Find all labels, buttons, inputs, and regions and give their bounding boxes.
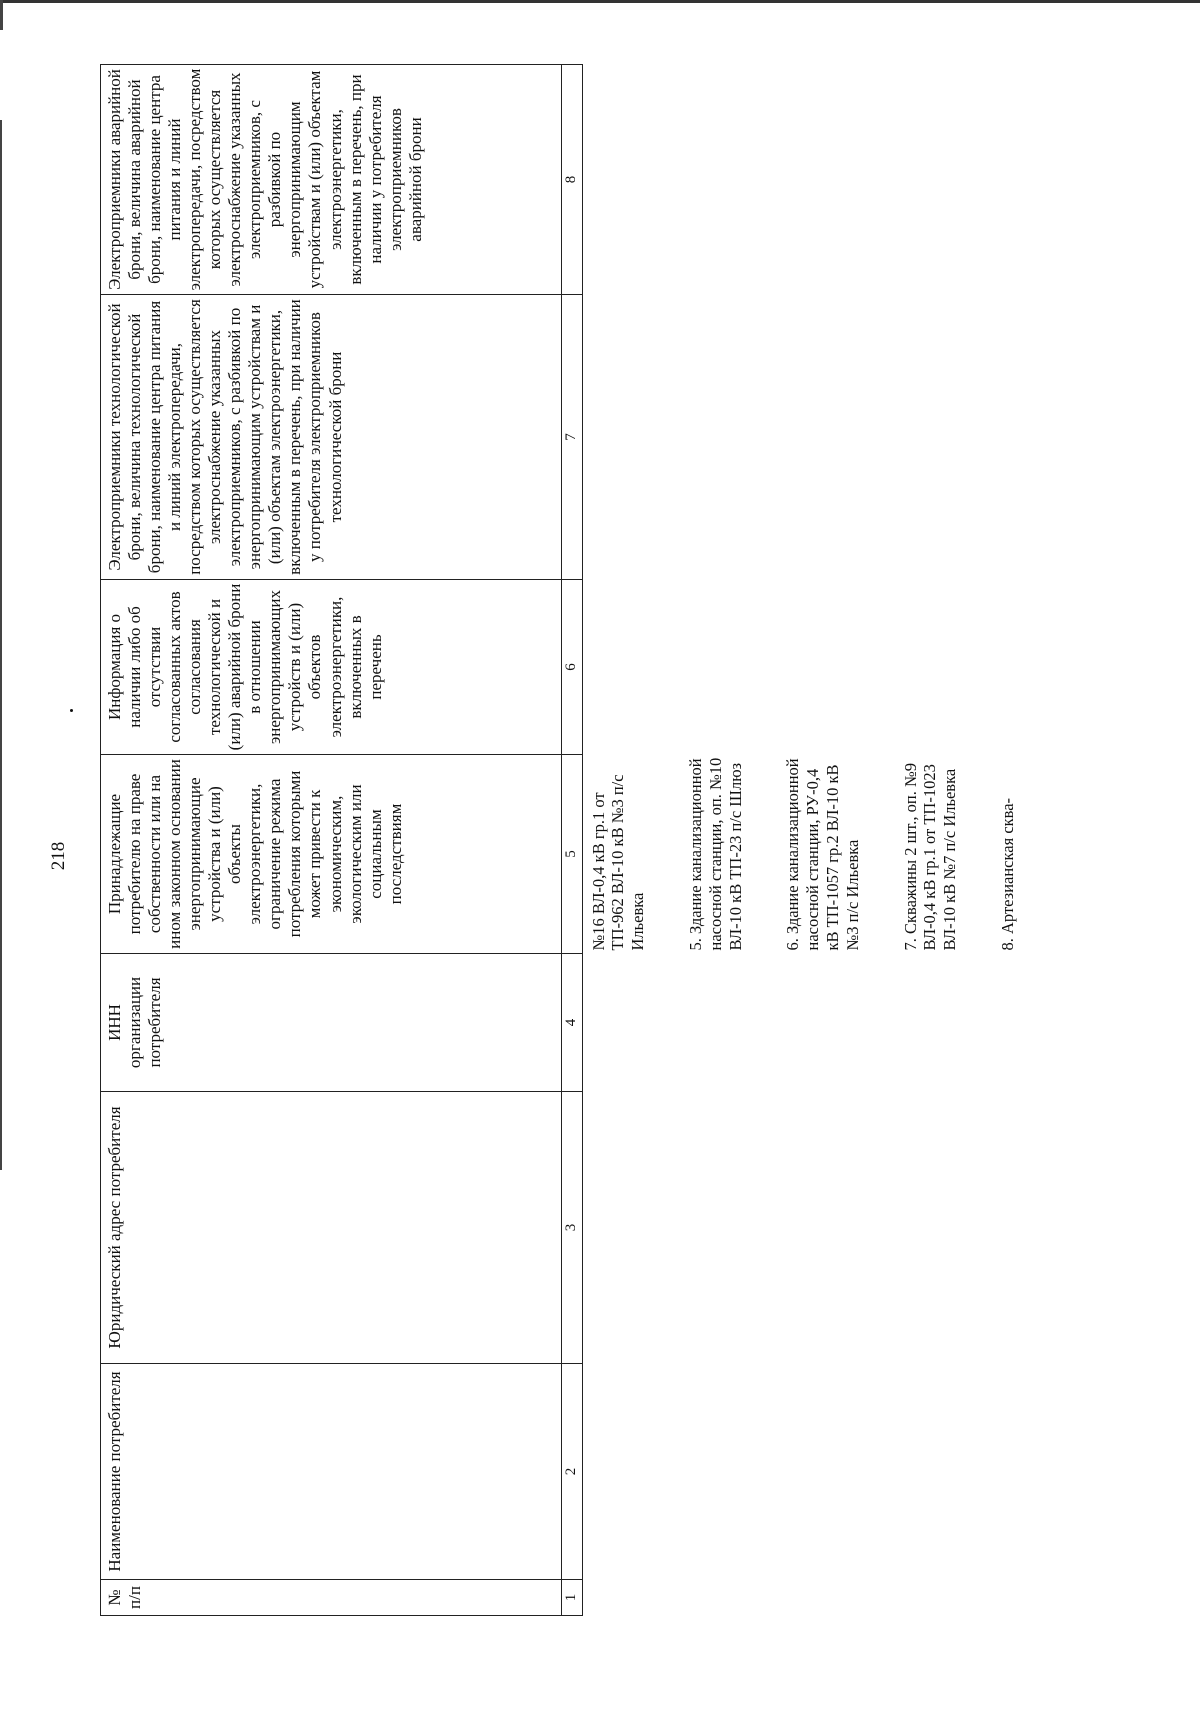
- empty-cell: [582, 1364, 1151, 1580]
- object-item: 7. Скважины 2 шт., оп. №9 ВЛ-0,4 кВ гр.1 от ТП-1023 ВЛ-10 кВ №7 п/с Ильевка: [900, 763, 960, 951]
- column-number: 5: [562, 755, 583, 954]
- table-header-row: [101, 65, 562, 1616]
- header-cell: Электроприемники аварийной брони, величина аварийной брони, наименование центра питания и линий электропередачи, посредством которых осуществляется электроснабжение указанных электроприемников, с разбивкой по энергопринимающим устройствам и (или) объектам электроэнергетики, включенным в перечень, при наличии у потребителя электроприемников аварийной брони: [101, 65, 562, 295]
- column-number: 8: [562, 65, 583, 295]
- empty-cell: [582, 295, 1151, 580]
- header-cell: Информация о наличии либо об отсутствии согласованных актов согласования технологической и (или) аварийной брони в отношении энергопринимающих устройств и (или) объектов электроэнергетики, включенных в перечень: [101, 580, 562, 755]
- object-item: 6. Здание канализационной насосной станции, РУ-0,4 кВ ТП-1057 гр.2 ВЛ-10 кВ №3 п/с Ильевка: [783, 758, 862, 951]
- empty-cell: [582, 65, 1151, 295]
- empty-cell: [582, 954, 1151, 1092]
- table-row: [582, 65, 1151, 1616]
- header-cell: ИНН организации потребителя: [101, 954, 562, 1092]
- column-number: 1: [562, 1580, 583, 1616]
- empty-cell: [582, 580, 1151, 755]
- object-item: 8. Артезианская сква-: [998, 797, 1018, 951]
- empty-cell: [582, 1580, 1151, 1616]
- column-number: 4: [562, 954, 583, 1092]
- header-cell: Принадлежащие потребителю на праве собственности или на ином законном основании энергопринимающие устройства и (или) объекты электроэнергетики, ограничение режима потребления которыми может привести к экономическим, экологическим или социальным последствиям: [101, 755, 562, 954]
- page-number: 218: [48, 841, 69, 871]
- column-number: 2: [562, 1364, 583, 1580]
- objects-cell: [582, 755, 1151, 954]
- header-cell: № п/п: [101, 1580, 562, 1616]
- column-number: 3: [562, 1092, 583, 1364]
- column-number: 6: [562, 580, 583, 755]
- column-number-row: [562, 65, 583, 1616]
- object-item: 5. Здание канализационной насосной станции, оп. №10 ВЛ-10 кВ ТП-23 п/с Шлюз: [686, 757, 745, 951]
- column-number: 7: [562, 295, 583, 580]
- object-item: №16 ВЛ-0,4 кВ гр.1 от ТП-962 ВЛ-10 кВ №3 п/с Ильевка: [588, 774, 648, 951]
- header-cell: Юридический адрес потребителя: [101, 1092, 562, 1364]
- dot-mark: [70, 709, 73, 712]
- header-cell: Наименование потребителя: [101, 1364, 562, 1580]
- header-cell: Электроприемники технологической брони, величина технологической брони, наименование центра питания и линий электропередачи, посредством которых осуществляется электроснабжение указанных электроприемников, с разбивкой по энергопринимающим устройствам и (или) объектам электроэнергетики, включенным в перечень, при наличии у потребителя электроприемников технологической брони: [101, 295, 562, 580]
- empty-cell: [582, 1092, 1151, 1364]
- consumer-table: [100, 64, 1151, 1616]
